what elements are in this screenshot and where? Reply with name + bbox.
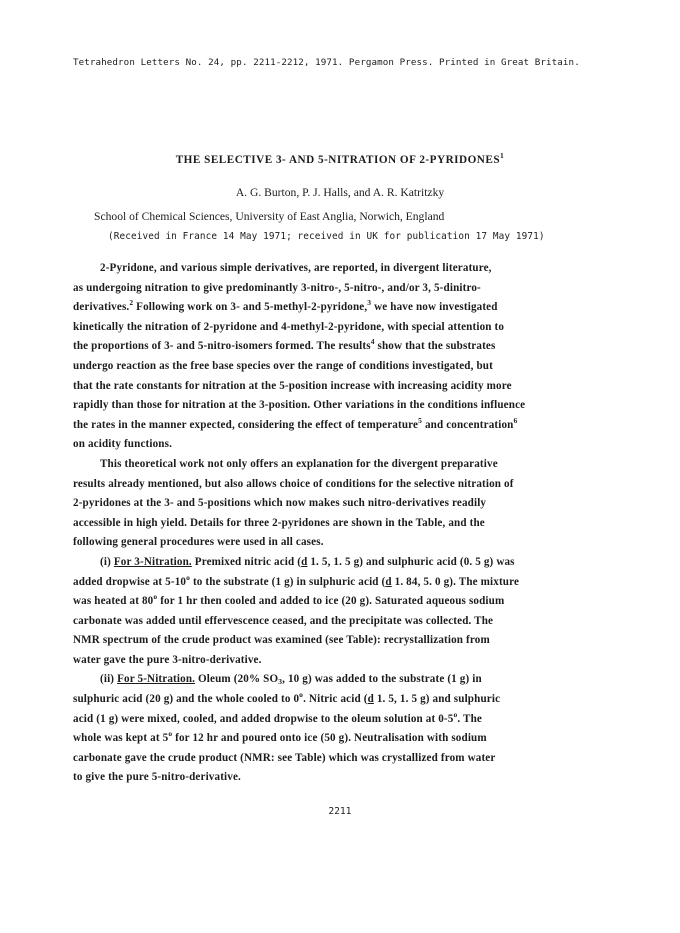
procedure-text: added dropwise at 5-10 [73,575,187,588]
para1-text: show that the substrates [374,340,496,353]
para1-line: on acidity functions. [73,438,173,451]
procedure-2-line [73,710,613,730]
procedure-number: (i) [100,555,114,568]
procedure-text: was heated at 80 [73,595,154,608]
procedure-1-line: water gave the pure 3-nitro-derivative. [73,653,262,666]
ref-marker: 3 [367,298,372,308]
received-dates: (Received in France 14 May 1971; received in UK for publication 17 May 1971) [108,231,545,242]
para2-line: 2-pyridones at the 3- and 5-positions which now makes such nitro-derivatives readily [73,497,487,510]
para1-text: the proportions of 3- and 5-nitro-isomers formed. The results [73,340,371,353]
procedure-1-line [73,573,613,593]
procedure-2-line [73,690,613,710]
para1-line: as undergoing nitration to give predominantly 3-nitro-, 5-nitro-, and/or 3, 5-dinitro- [73,281,481,294]
procedure-text: Premixed nitric acid ( [191,555,302,568]
density-symbol: d [385,575,392,588]
ref-marker: 2 [129,298,134,308]
procedure-text: acid (1 g) were mixed, cooled, and added dropwise to the oleum solution at 0-5 [73,712,454,725]
para2-line: This theoretical work not only offers an explanation for the divergent preparative [100,457,498,470]
para1-line: kinetically the nitration of 2-pyridone and 4-methyl-2-pyridone, with special attention to [73,320,505,333]
para1-line: undergo reaction as the free base species over the range of conditions investigated, but [73,359,493,372]
degree-sign: o [168,729,173,739]
procedure-text: for 12 hr and poured onto ice (50 g). Neutralisation with sodium [172,732,487,745]
ref-marker: 6 [513,415,518,425]
procedure-1-line [73,592,613,612]
procedure-text: 1. 84, 5. 0 g). The mixture [391,575,520,588]
ref-marker: 5 [418,415,423,425]
procedure-1-line: carbonate was added until effervescence ceased, and the precipitate was collected. The [73,614,494,627]
article-title [0,151,680,166]
para1-text: Following work on 3- and 5-methyl-2-pyridone, [133,301,368,314]
procedure-text: to the substrate (1 g) in sulphuric acid ( [190,575,386,588]
procedure-2-line [73,670,613,690]
article-title-text: THE SELECTIVE 3- AND 5-NITRATION OF 2-PYRIDONES [175,154,501,166]
para2-line: accessible in high yield. Details for three 2-pyridones are shown in the Table, and the [73,516,485,529]
procedure-text: 1. 5, 1. 5 g) and sulphuric [373,693,501,706]
title-footnote-ref: 1 [500,151,505,160]
procedure-heading: For 3-Nitration. [113,555,192,568]
procedure-1-line: NMR spectrum of the crude product was examined (see Table): recrystallization from [73,634,490,647]
para1-line: rapidly than those for nitration at the 3-position. Other variations in the conditions influence [73,399,526,412]
procedure-text: , 10 g) was added to the substrate (1 g) in [282,673,482,686]
procedure-text: 1. 5, 1. 5 g) and sulphuric acid (0. 5 g) was [307,555,515,568]
para1-line [73,416,613,436]
article-body [73,259,613,788]
density-symbol: d [367,693,374,706]
author-list: A. G. Burton, P. J. Halls, and A. R. Katritzky [235,186,445,199]
para1-text: the rates in the manner expected, considering the effect of temperature [73,418,419,431]
procedure-text: sulphuric acid (20 g) and the whole cooled to 0 [73,693,300,706]
running-header: Tetrahedron Letters No. 24, pp. 2211-2212, 1971. Pergamon Press. Printed in Great Britain. [73,57,580,68]
procedure-heading: For 5-Nitration. [117,673,196,686]
procedure-2-line [73,729,613,749]
procedure-text: Oleum (20% SO [195,673,279,686]
page-number: 2211 [328,806,352,817]
procedure-text: for 1 hr then cooled and added to ice (20 g). Saturated aqueous sodium [157,595,505,608]
para1-text: and concentration [422,418,514,431]
para1-line: 2-Pyridone, and various simple derivatives, are reported, in divergent literature, [100,262,492,274]
degree-sign: o [153,592,158,602]
density-symbol: d [301,555,308,568]
para1-line [73,337,613,357]
para1-text: derivatives. [73,301,130,314]
procedure-text: . The [457,712,482,725]
para1-line: that the rate constants for nitration at the 5-position increase with increasing acidity more [73,379,512,392]
para2-line: results already mentioned, but also allows choice of conditions for the selective nitration of [73,477,514,490]
para1-text: we have now investigated [371,301,498,314]
degree-sign: o [453,709,458,719]
degree-sign: o [186,572,191,582]
procedure-2-line: to give the pure 5-nitro-derivative. [73,771,241,784]
degree-sign: o [299,690,304,700]
ref-marker: 4 [370,337,375,347]
procedure-text: whole was kept at 5 [73,732,169,745]
para2-line: following general procedures were used in all cases. [73,536,324,549]
subscript: 3 [278,677,283,687]
procedure-number: (ii) [100,673,118,686]
affiliation: School of Chemical Sciences, University of East Anglia, Norwich, England [94,210,445,223]
procedure-1-line [73,553,613,573]
procedure-2-line: carbonate gave the crude product (NMR: see Table) which was crystallized from water [73,751,496,764]
procedure-text: . Nitric acid ( [303,693,368,706]
para1-line [73,298,613,318]
